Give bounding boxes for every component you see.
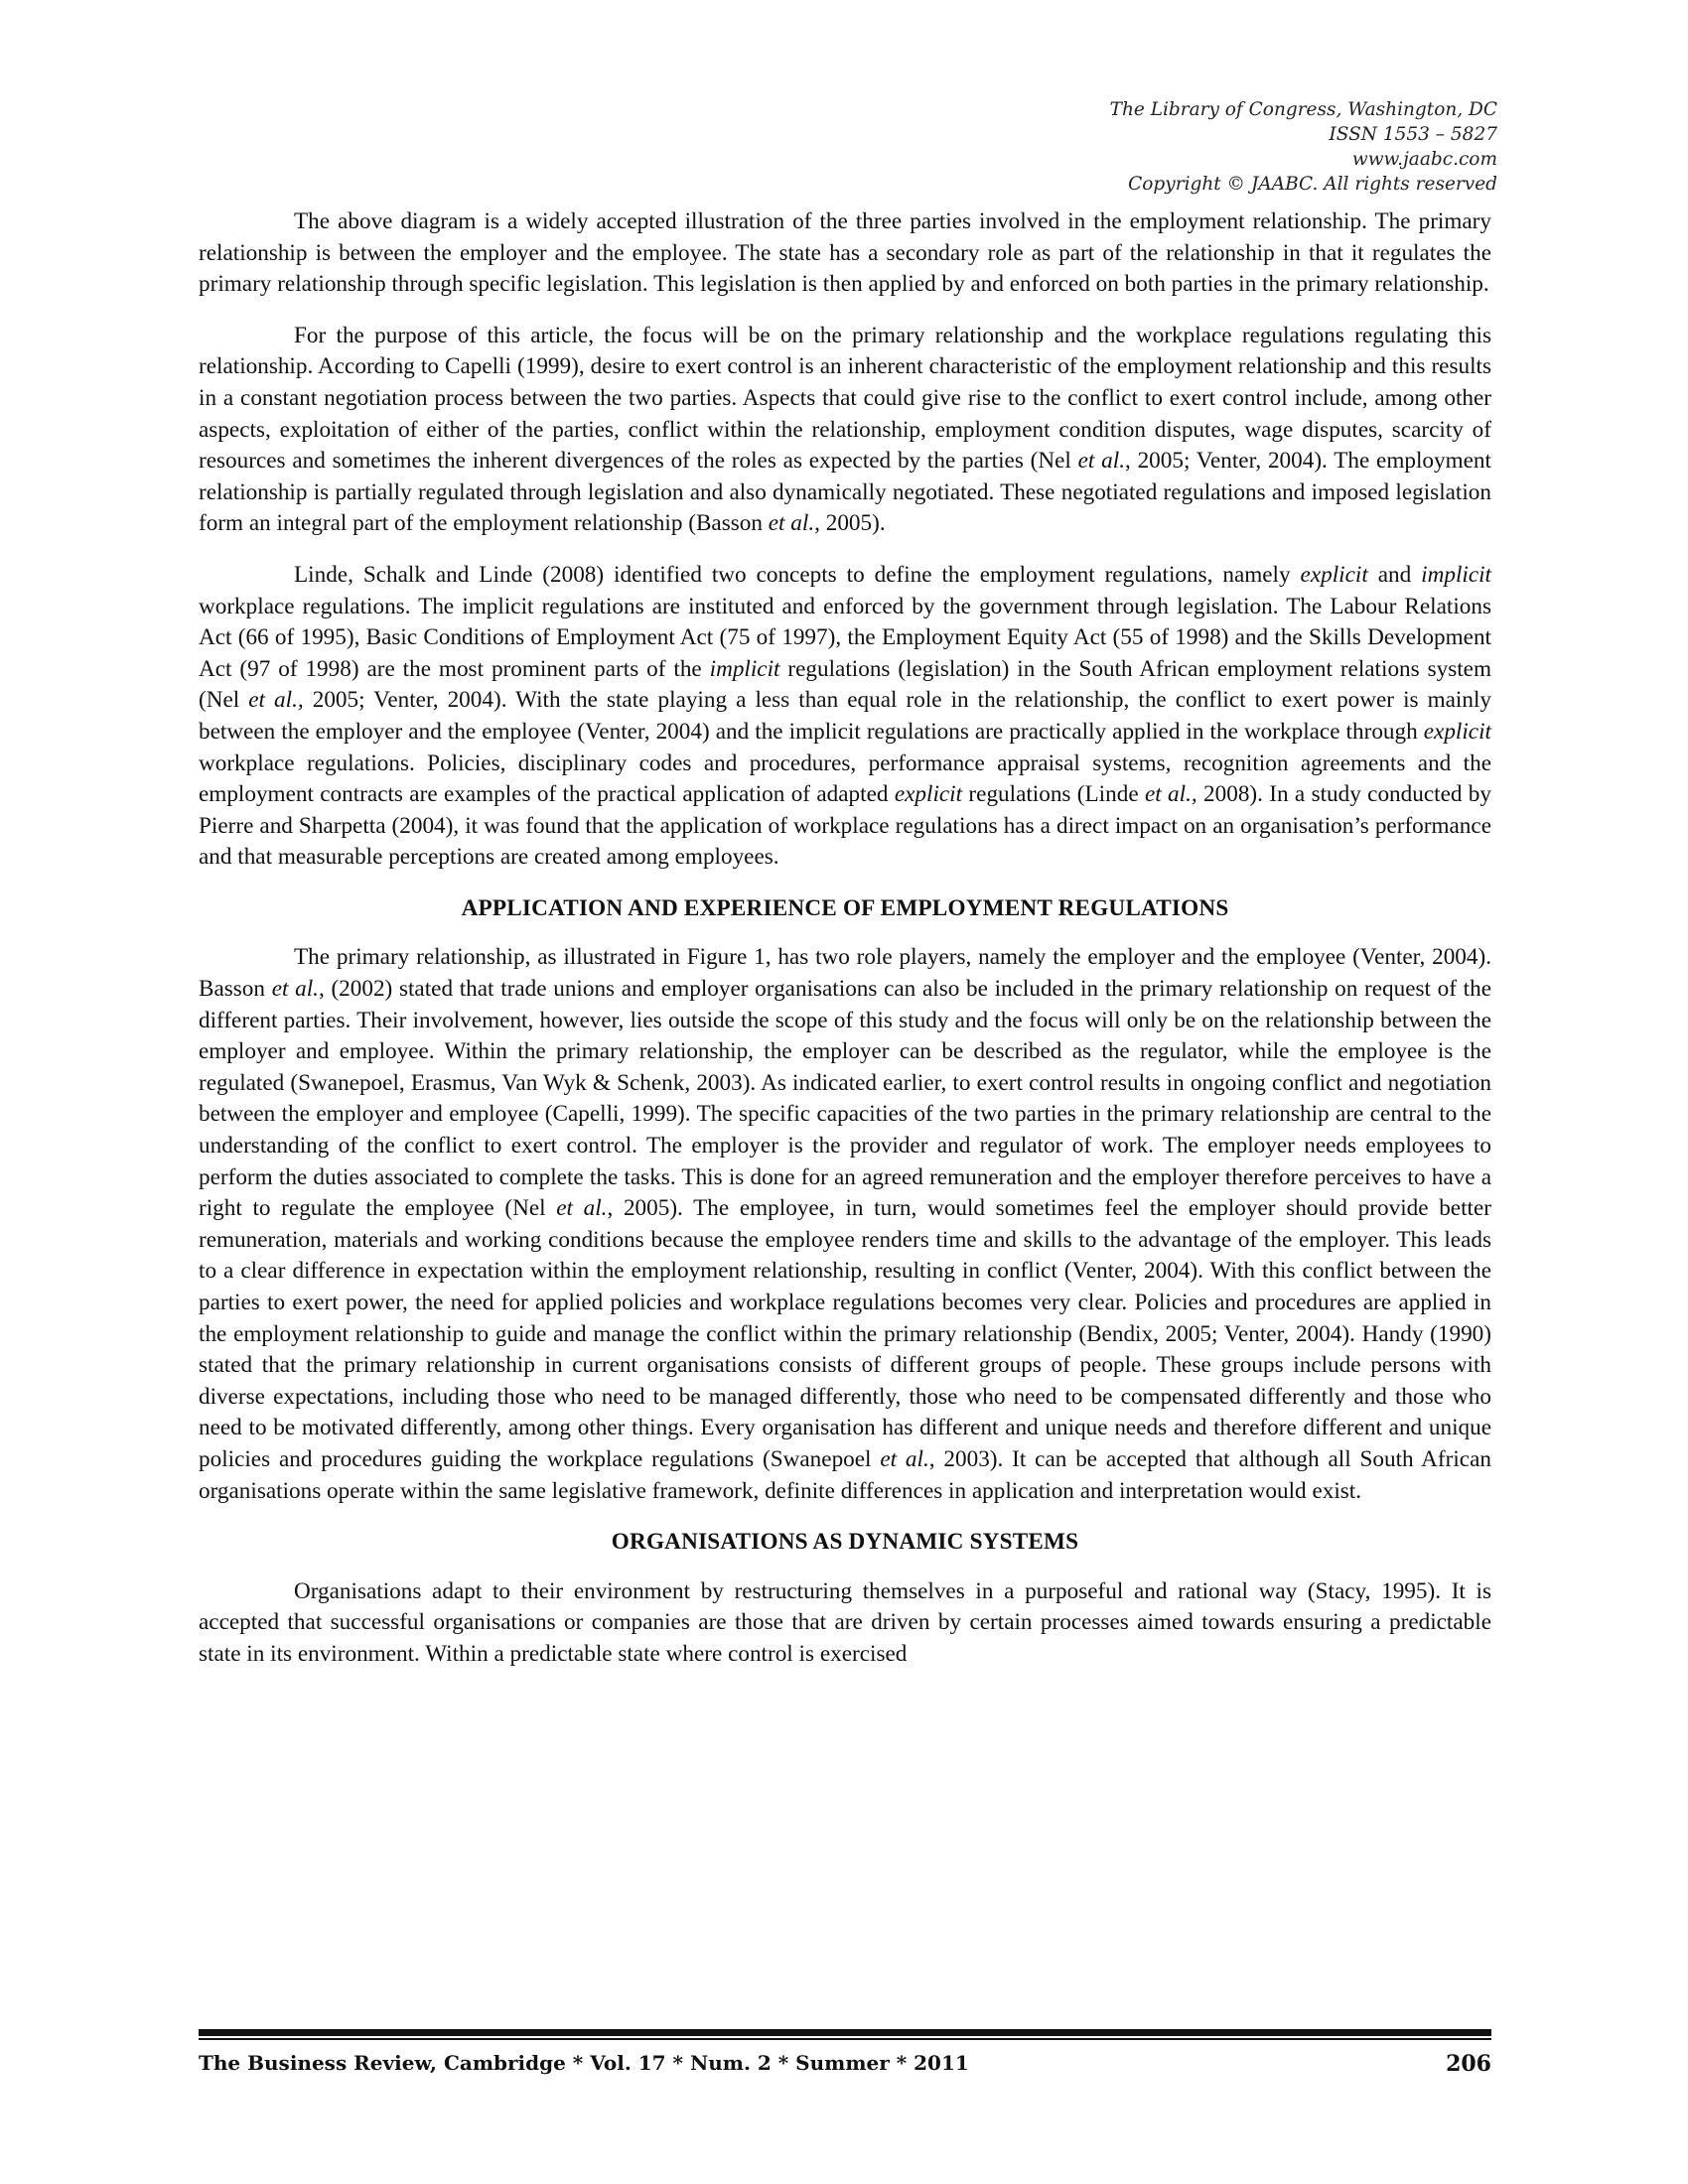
paragraph-role-players: The primary relationship, as illustrated in Figure 1, has two role players, namely the employer and the employee (Venter, 2004). Basson et al., (2002) stated that trade unions and employer organisations can also be included in the primary relationship on request of the different parties. Their involvement, however, lies outside the scope of this study and the focus will only be on the relationship between the employer and employee. Within the primary relationship, the employer can be described as the regulator, while the employee is the regulated (Swanepoel, Erasmus, Van Wyk & Schenk, 2003). As indicated earlier, to exert control results in ongoing conflict and negotiation between the employer and employee (Capelli, 1999). The specific capacities of the two parties in the primary relationship are central to the understanding of the conflict to exert control. The employer is the provider and regulator of work. The employer needs employees to perform the duties associated to complete the tasks. This is done for an agreed remuneration and the employer therefore perceives to have a right to regulate the employee (Nel et al., 2005). The employee, in turn, would sometimes feel the employer should provide better remuneration, materials and working conditions because the employee renders time and skills to the advantage of the employer. This leads to a clear difference in expectation within the employment relationship, resulting in conflict (Venter, 2004). With this conflict between the parties to exert power, the need for applied policies and workplace regulations becomes very clear. Policies and procedures are applied in the employment relationship to guide and manage the conflict within the primary relationship (Bendix, 2005; Venter, 2004). Handy (1990) stated that the primary relationship in current organisations consists of different groups of people. These groups include persons with diverse expectations, including those who need to be managed differently, those who need to be compensated differently and those who need to be motivated differently, among other things. Every organisation has different and unique needs and therefore different and unique policies and procedures guiding the workplace regulations (Swanepoel et al., 2003). It can be accepted that although all South African organisations operate within the same legislative framework, definite differences in application and interpretation would exist. (199, 944, 1491, 1504)
running-footer (199, 2051, 1491, 2083)
paragraph-diagram-description: The above diagram is a widely accepted illustration of the three parties involved in the employment relationship. The primary relationship is between the employer and the employee. The state has a secondary role as part of the relationship in that it regulates the primary relationship through specific legislation. This legislation is then applied by and enforced on both parties in the primary relationship. (199, 208, 1491, 298)
paragraph-organisations-adapt: Organisations adapt to their environment by restructuring themselves in a purposeful and rational way (Stacy, 1995). It is accepted that successful organisations or companies are those that are driven by certain processes aimed towards ensuring a predictable state in its environment. Within a predictable state where control is exercised (199, 1577, 1491, 1667)
header-issn: ISSN 1553 – 5827 (1329, 124, 1497, 145)
article-body (199, 206, 1491, 1691)
header-copyright: Copyright © JAABC. All rights reserved (1128, 174, 1497, 195)
footer-journal-citation: The Business Review, Cambridge * Vol. 17 * Num. 2 * Summer * 2011 (199, 2051, 969, 2075)
section-heading-dynamic-systems: ORGANISATIONS AS DYNAMIC SYSTEMS (611, 1529, 1079, 1556)
header-website: www.jaabc.com (1351, 149, 1497, 170)
footer-divider (199, 2029, 1491, 2036)
section-heading-application: APPLICATION AND EXPERIENCE OF EMPLOYMENT REGULATIONS (461, 894, 1229, 921)
paragraph-primary-relationship: For the purpose of this article, the focus will be on the primary relationship and the workplace regulations regulating this relationship. According to Capelli (1999), desire to exert control is an inherent characteristic of the employment relationship and this results in a constant negotiation process between the two parties. Aspects that could give rise to the conflict to exert control include, among other aspects, exploitation of either of the parties, conflict within the relationship, employment condition disputes, wage disputes, scarcity of resources and sometimes the inherent divergences of the roles as expected by the parties (Nel et al., 2005; Venter, 2004). The employment relationship is partially regulated through legislation and also dynamically negotiated. These negotiated regulations and imposed legislation form an integral part of the employment relationship (Basson et al., 2005). (199, 322, 1491, 537)
header-library: The Library of Congress, Washington, DC (1109, 99, 1497, 120)
page-number: 206 (1446, 2051, 1491, 2077)
running-header (802, 97, 1497, 197)
paragraph-explicit-implicit: Linde, Schalk and Linde (2008) identified two concepts to define the employment regulations, namely explicit and implicit workplace regulations. The implicit regulations are instituted and enforced by the government through legislation. The Labour Relations Act (66 of 1995), Basic Conditions of Employment Act (75 of 1997), the Employment Equity Act (55 of 1998) and the Skills Development Act (97 of 1998) are the most prominent parts of the implicit regulations (legislation) in the South African employment relations system (Nel et al., 2005; Venter, 2004). With the state playing a less than equal role in the relationship, the conflict to exert power is mainly between the employer and the employee (Venter, 2004) and the implicit regulations are practically applied in the workplace through explicit workplace regulations. Policies, disciplinary codes and procedures, performance appraisal systems, recognition agreements and the employment contracts are examples of the practical application of adapted explicit regulations (Linde et al., 2008). In a study conducted by Pierre and Sharpetta (2004), it was found that the application of workplace regulations has a direct impact on an organisation’s performance and that measurable perceptions are created among employees. (199, 561, 1491, 871)
